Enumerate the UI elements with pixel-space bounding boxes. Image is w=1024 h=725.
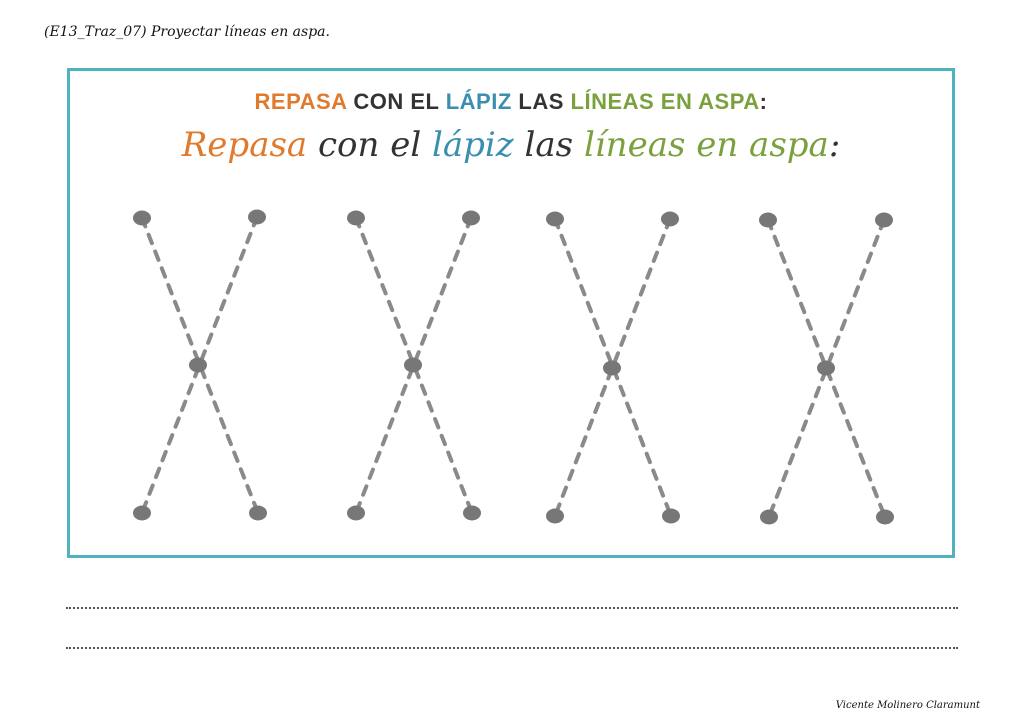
dot-bottom-left: [133, 506, 151, 521]
dot-top-left: [133, 211, 151, 226]
dot-bottom-left: [760, 510, 778, 525]
dot-top-right: [248, 210, 266, 225]
script-word-lapiz: lápiz: [432, 125, 514, 165]
dot-top-left: [546, 212, 564, 227]
dot-top-right: [875, 213, 893, 228]
cross-group-1[interactable]: [133, 210, 267, 521]
dot-bottom-right: [876, 510, 894, 525]
dot-bottom-left: [347, 506, 365, 521]
title-word-con-el: CON EL: [346, 89, 446, 114]
script-word-con-el: con el: [307, 125, 433, 165]
title-word-las: LAS: [511, 89, 571, 114]
dot-bottom-right: [463, 506, 481, 521]
dot-bottom-left: [546, 509, 564, 524]
title-colon: :: [759, 89, 768, 114]
dot-top-right: [661, 212, 679, 227]
dot-top-right: [462, 211, 480, 226]
script-word-repasa: Repasa: [181, 125, 308, 165]
script-word-lineas-en-aspa: líneas en aspa: [583, 125, 829, 165]
dot-bottom-right: [249, 506, 267, 521]
writing-line-2[interactable]: [66, 647, 958, 649]
dot-top-left: [759, 213, 777, 228]
dot-center: [189, 358, 207, 373]
dot-center: [404, 358, 422, 373]
author-signature: Vicente Molinero Claramunt: [835, 700, 980, 711]
script-word-las: las: [513, 125, 584, 165]
writing-line-1[interactable]: [66, 607, 958, 609]
dot-center: [817, 361, 835, 376]
title-word-lapiz: LÁPIZ: [445, 89, 512, 114]
dot-center: [603, 361, 621, 376]
title-word-repasa: REPASA: [254, 89, 347, 114]
document-code: (E13_Traz_07) Proyectar líneas en aspa.: [44, 24, 330, 40]
cross-group-3[interactable]: [546, 212, 680, 524]
cross-group-4[interactable]: [759, 213, 894, 525]
dot-top-left: [347, 211, 365, 226]
script-colon: :: [828, 125, 841, 165]
title-word-lineas-en-aspa: LÍNEAS EN ASPA: [570, 89, 760, 114]
dot-bottom-right: [662, 509, 680, 524]
cross-group-2[interactable]: [347, 211, 481, 521]
